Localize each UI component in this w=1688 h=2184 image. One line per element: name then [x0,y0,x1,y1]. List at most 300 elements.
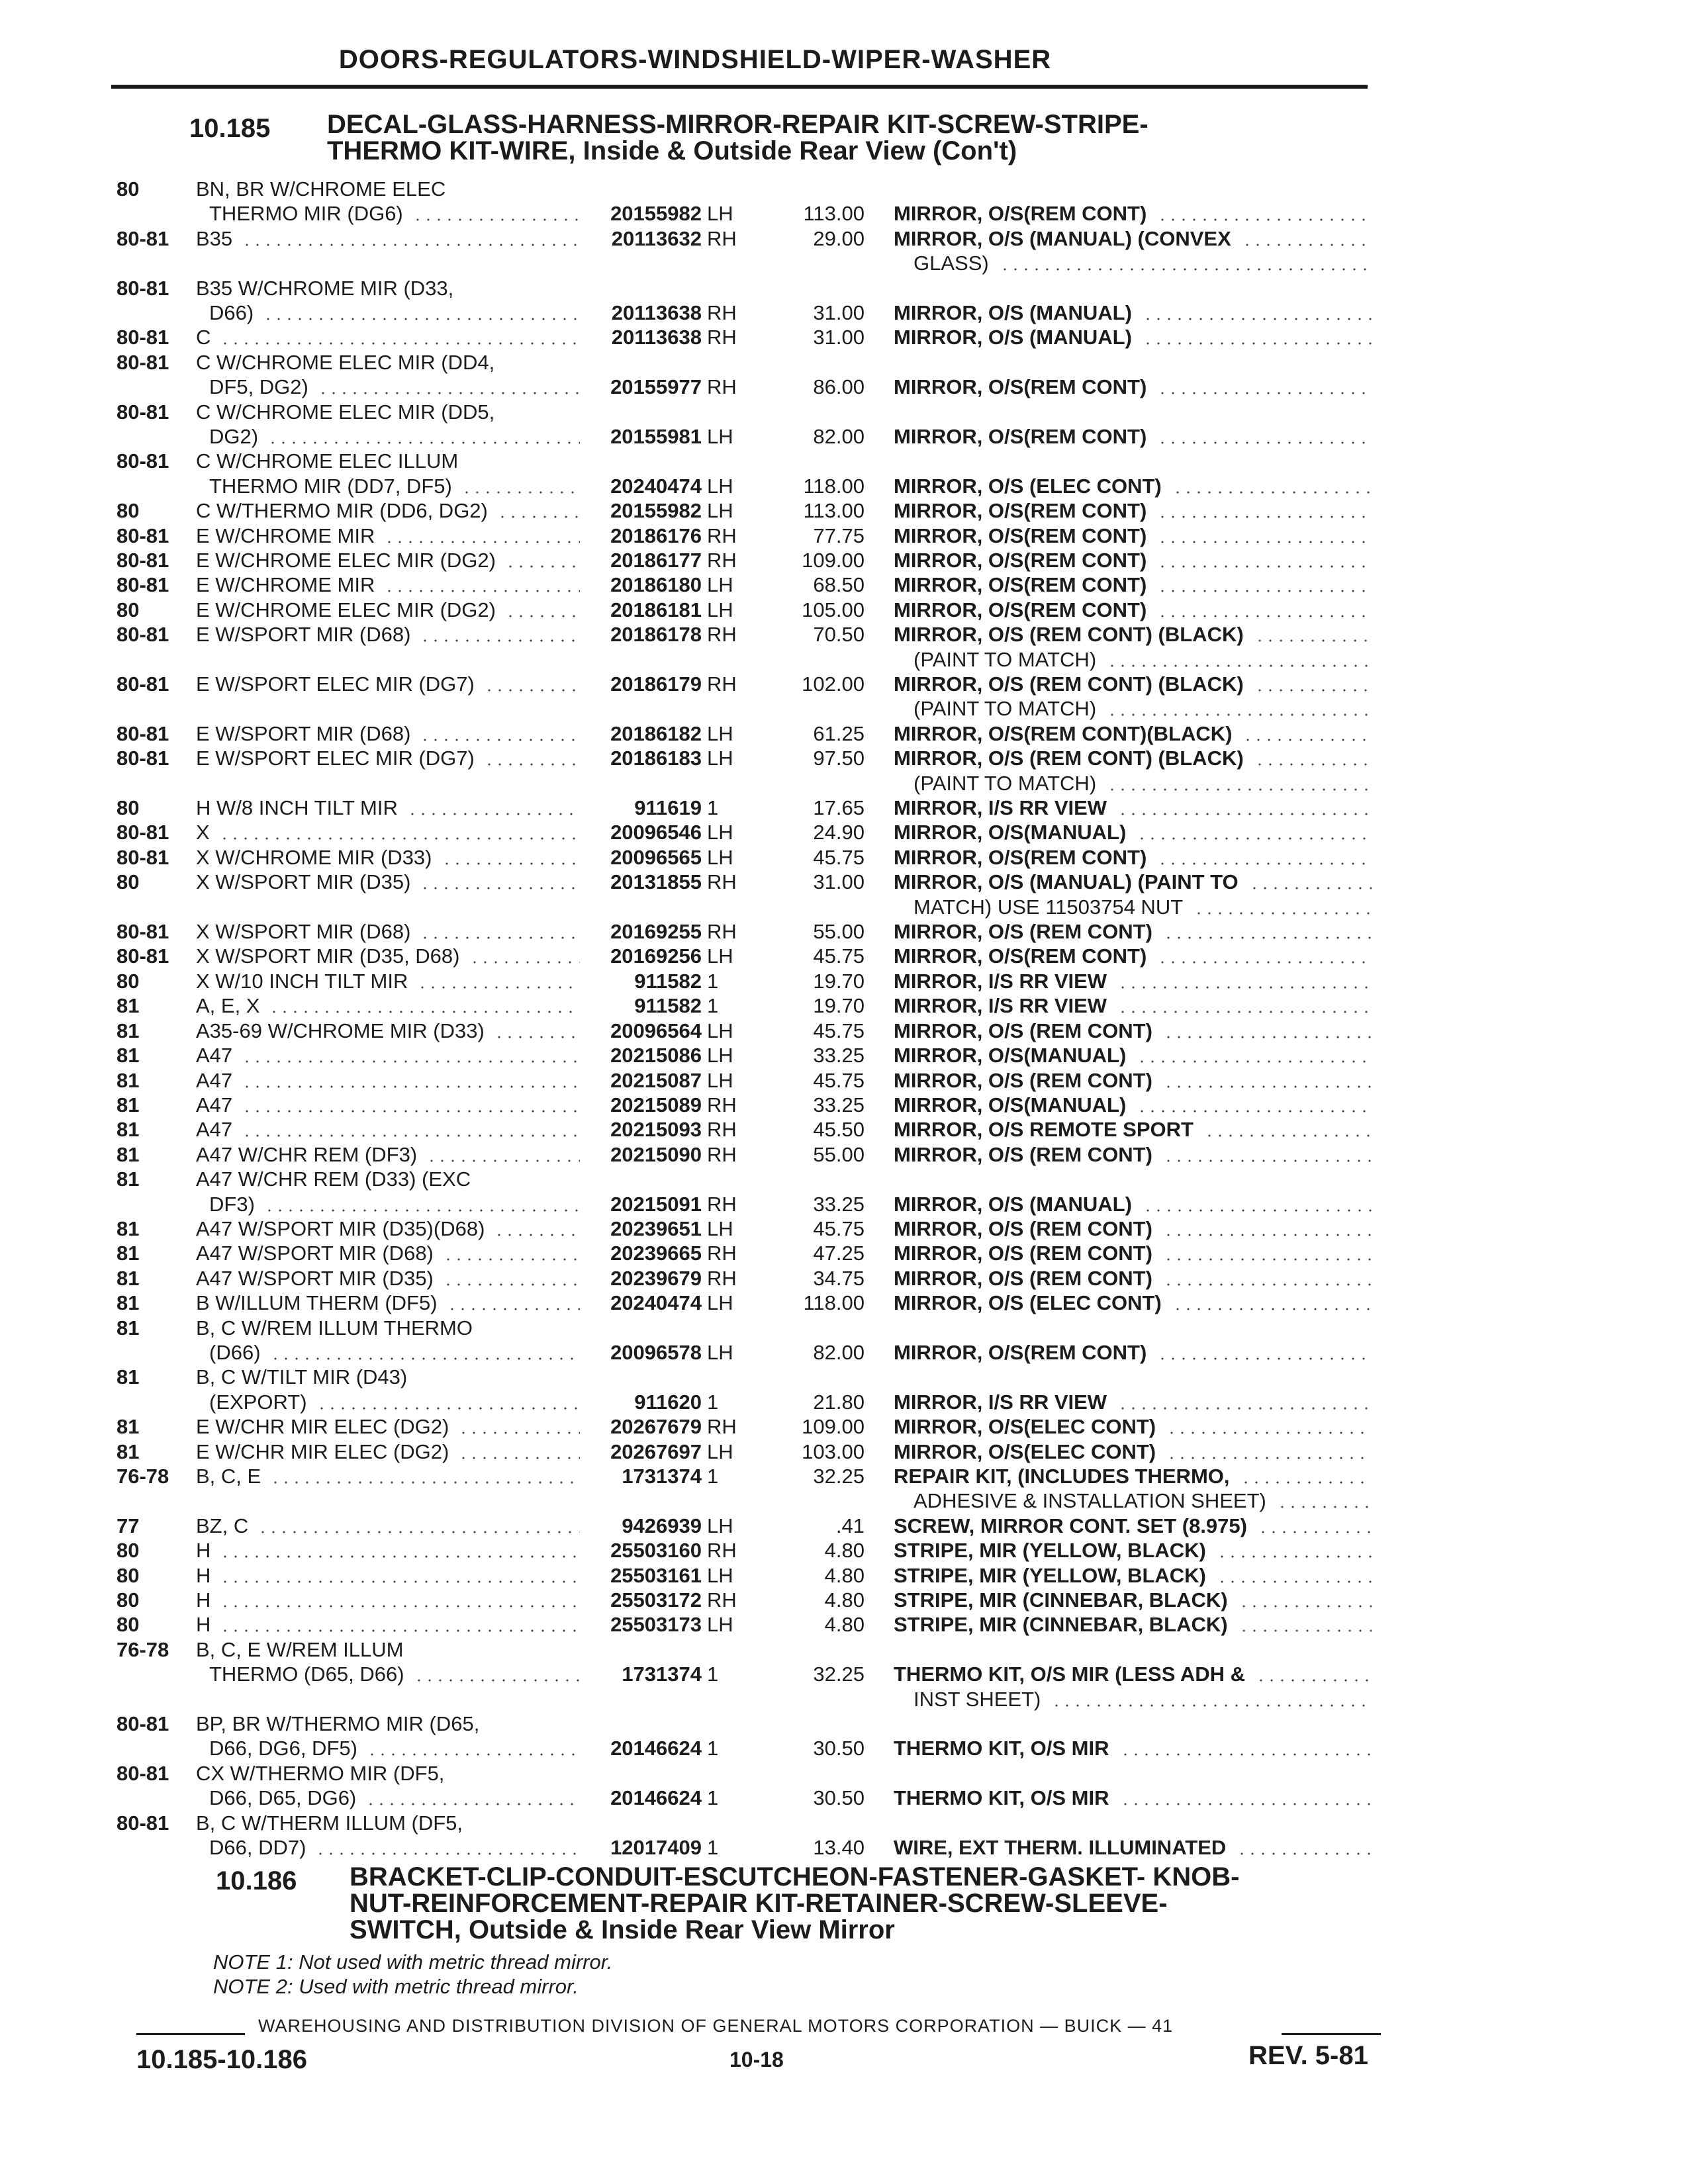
leader-dots [269,1011,580,1013]
row-price: 61.25 [813,722,865,745]
row-part-number: 20267697 [610,1440,702,1463]
row-price: 118.00 [803,475,865,498]
row-year: 80 [117,598,140,621]
row-year: 80 [117,1613,140,1636]
row-model: E W/SPORT MIR (D68) [196,623,411,646]
row-description: MIRROR, O/S (MANUAL) [894,326,1132,349]
row-price: 31.00 [813,870,865,893]
row-year: 80 [117,970,140,993]
row-description: (PAINT TO MATCH) [914,648,1097,671]
row-side: RH [707,1539,737,1562]
row-model: A47 [196,1093,233,1116]
row-part-number: 20215093 [610,1118,702,1141]
leader-dots [1051,1704,1372,1707]
row-description: MIRROR, O/S (MANUAL) [894,1193,1132,1216]
row-model: D66, D65, DG6) [209,1786,357,1809]
row-model: X W/SPORT MIR (D35) [196,870,411,893]
row-part-number: 20267679 [610,1415,702,1438]
section-186-title-line3: SWITCH, Outside & Inside Rear View Mirror [350,1915,895,1944]
row-part-number: 9426939 [622,1514,702,1537]
row-side: RH [707,920,737,943]
leader-dots [505,565,580,568]
row-description: THERMO KIT, O/S MIR (LESS ADH & [894,1662,1246,1686]
row-side: LH [707,499,733,522]
row-part-number: 911620 [634,1390,702,1414]
footer-page-number: 10-18 [729,2048,784,2071]
row-model: H [196,1564,211,1587]
row-model: A47 W/SPORT MIR (D68) [196,1242,434,1265]
leader-dots [1256,1679,1372,1682]
row-price: 4.80 [824,1539,865,1562]
row-price: 45.75 [813,846,865,869]
row-part-number: 20113638 [611,301,702,324]
row-model: DF5, DG2) [209,375,308,398]
leader-dots [384,541,580,543]
leader-dots [1239,1629,1372,1632]
row-side: LH [707,573,733,596]
row-side: LH [707,598,733,621]
row-description: MIRROR, O/S (REM CONT) [894,1217,1152,1240]
leader-dots [1237,1852,1372,1855]
row-description: (PAINT TO MATCH) [914,772,1097,795]
leader-dots [1172,1308,1372,1310]
row-year: 80-81 [117,400,169,424]
row-side: LH [707,1564,733,1587]
row-year: 80-81 [117,351,169,374]
row-description: STRIPE, MIR (CINNEBAR, BLACK) [894,1613,1228,1636]
row-description: MIRROR, O/S (REM CONT) (BLACK) [894,747,1244,770]
leader-dots [407,813,580,815]
row-side: LH [707,202,733,225]
leader-dots [315,1852,580,1855]
row-part-number: 20186176 [610,524,702,547]
row-price: 68.50 [813,573,865,596]
row-price: 34.75 [813,1267,865,1290]
leader-dots [1157,218,1372,221]
row-side: LH [707,425,733,448]
row-part-number: 20240474 [610,1291,702,1314]
leader-dots [1117,1407,1372,1410]
row-price: 31.00 [813,301,865,324]
leader-dots [426,1160,580,1162]
row-year: 80-81 [117,747,169,770]
row-model: (D66) [209,1341,261,1364]
row-model: B35 W/CHROME MIR (D33, [196,277,454,300]
section-185-number: 10.185 [189,114,271,143]
row-year: 80-81 [117,672,169,696]
row-year: 81 [117,1267,140,1290]
row-side: RH [707,870,737,893]
row-part-number: 911582 [634,994,702,1017]
leader-dots [1166,1457,1372,1459]
row-part-number: 20096578 [610,1341,702,1364]
row-year: 81 [117,994,140,1017]
row-year: 80-81 [117,1712,169,1735]
row-description: MIRROR, O/S (ELEC CONT) [894,1291,1162,1314]
row-description: STRIPE, MIR (CINNEBAR, BLACK) [894,1588,1228,1612]
row-price: 45.75 [813,944,865,968]
leader-dots [1194,912,1372,915]
row-price: 47.25 [813,1242,865,1265]
row-part-number: 20096564 [610,1019,702,1042]
leader-dots [1204,1134,1372,1137]
leader-dots [1163,1160,1372,1162]
leader-dots [263,318,580,320]
leader-dots [1163,1234,1372,1236]
leader-dots [412,218,580,221]
row-side: 1 [707,1836,719,1859]
row-year: 80-81 [117,722,169,745]
footer-division-line: WAREHOUSING AND DISTRIBUTION DIVISION OF GENERAL MOTORS CORPORATION — BUICK — 41 [258,2016,1174,2036]
leader-dots [318,392,580,394]
row-year: 80-81 [117,1811,169,1835]
row-description: STRIPE, MIR (YELLOW, BLACK) [894,1564,1206,1587]
row-model: THERMO (D65, D66) [209,1662,404,1686]
row-description: MIRROR, O/S(REM CONT) [894,1341,1147,1364]
leader-dots [420,887,580,889]
row-part-number: 20186178 [610,623,702,646]
leader-dots [267,441,580,444]
row-side: 1 [707,970,719,993]
row-price: 32.25 [813,1465,865,1488]
row-side: LH [707,1019,733,1042]
leader-dots [447,1308,580,1310]
row-year: 81 [117,1019,140,1042]
row-side: LH [707,821,733,844]
leader-dots [316,1407,580,1410]
leader-dots [258,1531,580,1533]
row-price: 118.00 [803,1291,865,1314]
row-model: THERMO MIR (DG6) [209,202,403,225]
leader-dots [484,763,580,766]
row-description: THERMO KIT, O/S MIR [894,1786,1109,1809]
row-price: 45.75 [813,1019,865,1042]
row-price: 82.00 [813,1341,865,1364]
row-description: WIRE, EXT THERM. ILLUMINATED [894,1836,1227,1859]
row-side: RH [707,1267,737,1290]
row-model: E W/CHR MIR ELEC (DG2) [196,1415,449,1438]
row-side: LH [707,1341,733,1364]
leader-dots [494,1036,580,1038]
leader-dots [1117,1011,1372,1013]
row-year: 80-81 [117,277,169,300]
leader-dots [1117,986,1372,989]
row-part-number: 20186179 [610,672,702,696]
row-price: 19.70 [813,970,865,993]
row-description: MIRROR, O/S(REM CONT) [894,524,1147,547]
row-model: B, C W/TILT MIR (D43) [196,1365,408,1388]
leader-dots [220,1555,580,1558]
row-model: A47 W/SPORT MIR (D35)(D68) [196,1217,485,1240]
row-side: 1 [707,796,719,819]
row-side: LH [707,846,733,869]
row-model: H [196,1588,211,1612]
row-price: 4.80 [824,1588,865,1612]
row-year: 80-81 [117,524,169,547]
row-year: 76-78 [117,1638,169,1661]
leader-dots [420,639,580,642]
row-year: 80 [117,1564,140,1587]
leader-dots [1239,1605,1372,1608]
row-part-number: 20169255 [610,920,702,943]
footer-rule-left [136,2033,245,2035]
row-model: X W/10 INCH TILT MIR [196,970,408,993]
leader-dots [1254,763,1372,766]
leader-dots [484,689,580,692]
row-model: A, E, X [196,994,260,1017]
row-year: 76-78 [117,1465,169,1488]
row-description: MIRROR, O/S (REM CONT) (BLACK) [894,623,1244,646]
row-side: LH [707,1217,733,1240]
row-year: 81 [117,1415,140,1438]
row-price: 13.40 [813,1836,865,1859]
footer-revision: REV. 5-81 [1248,2041,1368,2070]
row-description: STRIPE, MIR (YELLOW, BLACK) [894,1539,1206,1562]
leader-dots [384,590,580,592]
row-side: RH [707,375,737,398]
section-186-number: 10.186 [216,1866,297,1895]
row-model: A47 W/SPORT MIR (D35) [196,1267,434,1290]
leader-dots [270,1357,580,1360]
row-year: 77 [117,1514,140,1537]
section-185-title-line1: DECAL-GLASS-HARNESS-MIRROR-REPAIR KIT-SCREW-STRIPE- [327,110,1149,139]
leader-dots [1157,1357,1372,1360]
row-part-number: 25503161 [610,1564,702,1587]
row-description: (PAINT TO MATCH) [914,697,1097,720]
row-model: E W/CHR MIR ELEC (DG2) [196,1440,449,1463]
notes [213,1950,613,1999]
leader-dots [417,986,580,989]
leader-dots [443,1258,580,1261]
row-part-number: 911582 [634,970,702,993]
row-part-number: 1731374 [622,1662,702,1686]
row-description: MIRROR, O/S(MANUAL) [894,1093,1127,1116]
row-price: 82.00 [813,425,865,448]
row-year: 80-81 [117,1762,169,1785]
leader-dots [458,1457,580,1459]
row-price: 109.00 [802,1415,865,1438]
row-side: 1 [707,1786,719,1809]
row-part-number: 20155977 [610,375,702,398]
row-description: MIRROR, I/S RR VIEW [894,994,1107,1017]
row-side: LH [707,1044,733,1067]
row-year: 80 [117,870,140,893]
leader-dots [1157,565,1372,568]
row-year: 81 [117,1143,140,1166]
leader-dots [1157,516,1372,518]
row-description: MATCH) USE 11503754 NUT [914,895,1184,919]
row-model: D66, DG6, DF5) [209,1737,357,1760]
row-description: MIRROR, O/S (REM CONT) [894,1019,1152,1042]
row-model: DF3) [209,1193,255,1216]
row-year: 81 [117,1069,140,1092]
leader-dots [1000,268,1372,271]
row-year: 80-81 [117,549,169,572]
leader-dots [458,1432,580,1434]
leader-dots [1163,1283,1372,1286]
row-side: LH [707,1440,733,1463]
row-year: 81 [117,1093,140,1116]
row-year: 80-81 [117,623,169,646]
row-year: 81 [117,1440,140,1463]
row-model: H [196,1539,211,1562]
row-model: DG2) [209,425,259,448]
row-price: 30.50 [813,1737,865,1760]
row-part-number: 20186177 [610,549,702,572]
footer-section-range: 10.185-10.186 [136,2045,308,2074]
row-price: 105.00 [802,598,865,621]
row-year: 80-81 [117,944,169,968]
row-part-number: 20146624 [610,1786,702,1809]
row-price: 109.00 [802,549,865,572]
row-part-number: 20240474 [610,475,702,498]
row-year: 80-81 [117,227,169,250]
leader-dots [1120,1803,1372,1805]
row-description: REPAIR KIT, (INCLUDES THERMO, [894,1465,1230,1488]
row-model: B W/ILLUM THERM (DF5) [196,1291,438,1314]
row-year: 80-81 [117,846,169,869]
row-description: MIRROR, O/S(MANUAL) [894,821,1127,844]
row-model: THERMO MIR (DD7, DF5) [209,475,452,498]
row-side: RH [707,1118,737,1141]
row-side: RH [707,326,737,349]
leader-dots [1117,813,1372,815]
leader-dots [242,1134,580,1137]
leader-dots [1137,1110,1372,1113]
row-side: LH [707,722,733,745]
leader-dots [1143,318,1372,320]
row-price: 21.80 [813,1390,865,1414]
row-model: E W/SPORT MIR (D68) [196,722,411,745]
row-description: MIRROR, O/S(REM CONT)(BLACK) [894,722,1233,745]
row-side: LH [707,475,733,498]
row-side: LH [707,747,733,770]
row-side: LH [707,944,733,968]
leader-dots [1242,244,1372,246]
row-side: LH [707,1291,733,1314]
row-part-number: 20096565 [610,846,702,869]
row-price: 55.00 [813,920,865,943]
row-side: 1 [707,1390,719,1414]
leader-dots [414,1679,580,1682]
row-description: MIRROR, O/S(MANUAL) [894,1044,1127,1067]
leader-dots [365,1803,580,1805]
row-model: B, C W/REM ILLUM THERMO [196,1316,473,1340]
row-side: LH [707,1514,733,1537]
row-side: RH [707,301,737,324]
row-description: MIRROR, O/S(ELEC CONT) [894,1440,1156,1463]
row-price: 113.00 [803,499,865,522]
row-year: 81 [117,1044,140,1067]
row-year: 81 [117,1242,140,1265]
row-price: 29.00 [813,227,865,250]
row-description: GLASS) [914,251,989,275]
row-side: 1 [707,1737,719,1760]
row-year: 80 [117,1588,140,1612]
row-side: RH [707,1093,737,1116]
leader-dots [1249,887,1372,889]
row-model: D66, DD7) [209,1836,306,1859]
row-side: RH [707,1415,737,1438]
row-price: 19.70 [813,994,865,1017]
row-model: H [196,1613,211,1636]
row-description: MIRROR, I/S RR VIEW [894,1390,1107,1414]
leader-dots [1217,1580,1372,1583]
leader-dots [494,1234,580,1236]
row-side: RH [707,227,737,250]
row-price: 4.80 [824,1564,865,1587]
section-186-title-line1: BRACKET-CLIP-CONDUIT-ESCUTCHEON-FASTENER-GASKET- KNOB- [350,1862,1240,1891]
leader-dots [1277,1506,1372,1508]
row-year: 80-81 [117,326,169,349]
leader-dots [1120,1753,1372,1756]
row-model: H W/8 INCH TILT MIR [196,796,398,819]
footer-rule-right [1282,2033,1381,2035]
row-year: 81 [117,1217,140,1240]
row-description: ADHESIVE & INSTALLATION SHEET) [914,1489,1266,1512]
row-description: MIRROR, O/S (REM CONT) [894,1069,1152,1092]
row-model: C W/CHROME ELEC ILLUM [196,449,459,473]
leader-dots [1163,1085,1372,1088]
row-model: E W/CHROME ELEC MIR (DG2) [196,549,496,572]
leader-dots [442,862,580,865]
note-1: NOTE 1: Not used with metric thread mirror. [213,1950,613,1974]
row-year: 80 [117,796,140,819]
row-side: RH [707,1242,737,1265]
leader-dots [1157,541,1372,543]
row-year: 80-81 [117,449,169,473]
row-model: CX W/THERMO MIR (DF5, [196,1762,445,1785]
note-2: NOTE 2: Used with metric thread mirror. [213,1975,579,1998]
row-model: B, C W/THERM ILLUM (DF5, [196,1811,463,1835]
row-part-number: 20113638 [611,326,702,349]
row-side: RH [707,1143,737,1166]
row-part-number: 20155981 [610,425,702,448]
page-header: DOORS-REGULATORS-WINDSHIELD-WIPER-WASHER [338,45,1052,74]
row-price: 32.25 [813,1662,865,1686]
leader-dots [1157,441,1372,444]
section-186-title-line2: NUT-REINFORCEMENT-REPAIR KIT-RETAINER-SCREW-SLEEVE- [350,1889,1168,1918]
row-side: 1 [707,994,719,1017]
leader-dots [219,837,580,840]
row-description: MIRROR, O/S (REM CONT) [894,1267,1152,1290]
row-model: E W/CHROME ELEC MIR (DG2) [196,598,496,621]
leader-dots [1137,1060,1372,1063]
row-model: C W/CHROME ELEC MIR (DD5, [196,400,495,424]
row-price: 45.50 [813,1118,865,1141]
row-description: MIRROR, O/S(REM CONT) [894,425,1147,448]
row-description: MIRROR, O/S (MANUAL) (CONVEX [894,227,1231,250]
row-price: 33.25 [813,1044,865,1067]
row-part-number: 911619 [634,796,702,819]
row-year: 80-81 [117,821,169,844]
row-side: RH [707,623,737,646]
row-description: MIRROR, O/S (REM CONT) [894,1143,1152,1166]
row-side: RH [707,549,737,572]
row-model: A47 [196,1044,233,1067]
row-model: X W/SPORT MIR (D68) [196,920,411,943]
row-description: MIRROR, O/S(REM CONT) [894,573,1147,596]
row-price: 4.80 [824,1613,865,1636]
leader-dots [497,516,580,518]
leader-dots [505,615,580,617]
row-model: D66) [209,301,254,324]
row-price: 86.00 [813,375,865,398]
leader-dots [1217,1555,1372,1558]
row-description: MIRROR, O/S(REM CONT) [894,846,1147,869]
leader-dots [1163,1258,1372,1261]
row-year: 80 [117,499,140,522]
